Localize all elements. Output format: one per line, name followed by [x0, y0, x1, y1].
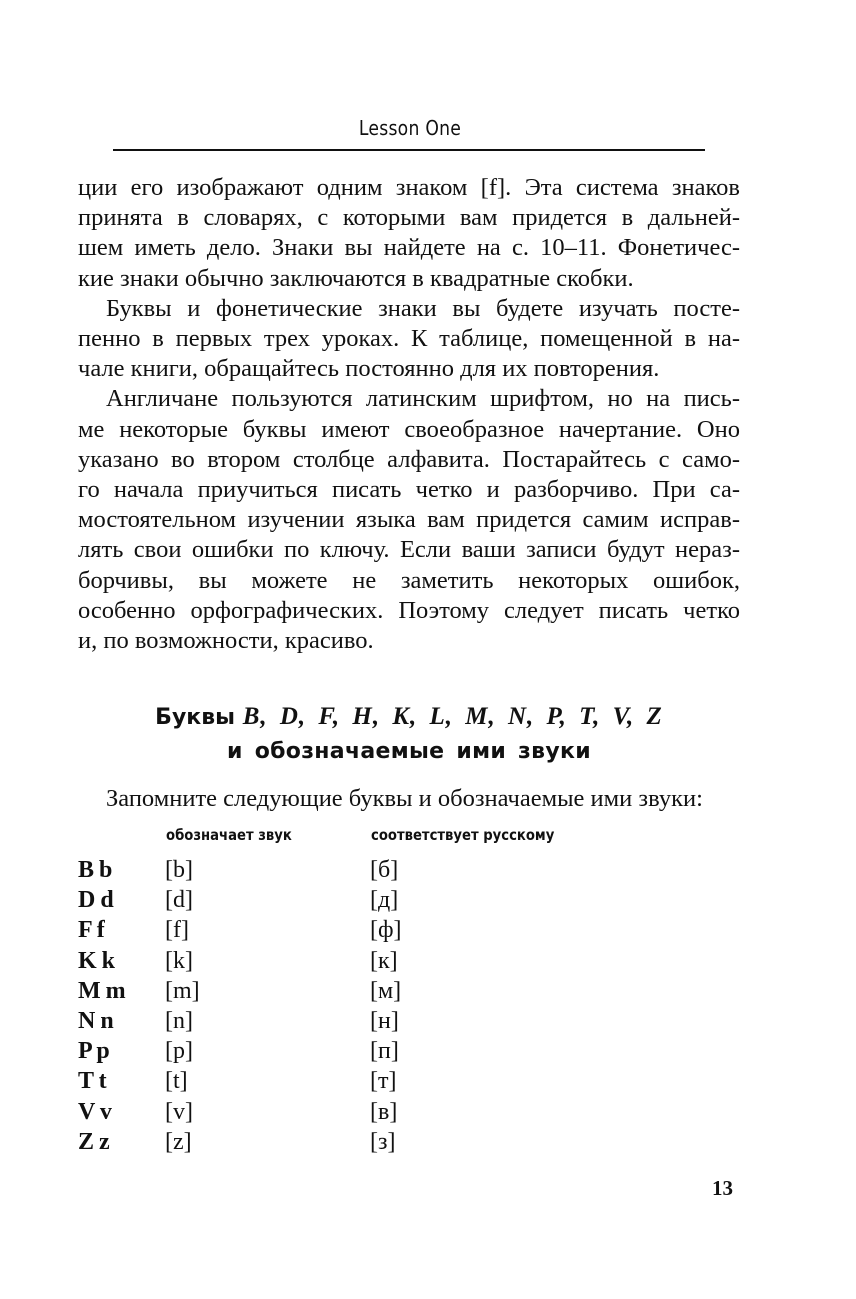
russian-cell: [м]	[370, 977, 402, 1004]
sound-cell: [k]	[165, 947, 193, 974]
russian-cell: [д]	[370, 887, 399, 914]
letter-cell: V v	[78, 1098, 112, 1125]
letter-cell: M m	[78, 977, 126, 1004]
russian-cell: [з]	[370, 1128, 396, 1155]
russian-cell: [т]	[370, 1068, 397, 1095]
table-row	[78, 1066, 578, 1096]
column-header-russian: соответствует русскому	[371, 826, 555, 844]
paragraph-line: принята в словарях, с которыми вам придется в дальней-	[78, 204, 740, 232]
letter-cell: N n	[78, 1007, 114, 1034]
paragraph-line: указано во втором столбце алфавита. Постарайтесь с само-	[78, 445, 740, 473]
letter-cell: D d	[78, 887, 114, 914]
paragraph-line: пенно в первых трех уроках. К таблице, помещенной в на-	[78, 325, 740, 353]
letter-cell: B b	[78, 857, 112, 883]
table-row	[78, 1006, 578, 1036]
table-row	[78, 915, 578, 945]
paragraph-line: ме некоторые буквы имеют своеобразное начертание. Оно	[78, 415, 740, 443]
paragraph-line: и, по возможности, красиво.	[78, 627, 374, 655]
sound-cell: [m]	[165, 977, 200, 1004]
paragraph-line: лять свои ошибки по ключу. Если ваши записи будут нераз-	[78, 536, 740, 564]
heading-line-2: и обозначаемые ими звуки	[227, 739, 591, 764]
heading-prefix: Буквы	[155, 705, 236, 730]
sound-cell: [p]	[165, 1038, 193, 1065]
paragraph	[78, 294, 740, 385]
letter-cell: Z z	[78, 1128, 110, 1155]
letters-table	[78, 855, 578, 1157]
table-row	[78, 885, 578, 915]
page-number: 13	[712, 1176, 733, 1200]
sound-cell: [z]	[165, 1128, 192, 1155]
column-header-sound: обозначает звук	[166, 826, 292, 844]
russian-cell: [ф]	[370, 917, 402, 944]
letter-cell: P p	[78, 1038, 110, 1065]
paragraph-line: Буквы и фонетические знаки вы будете изучать посте-	[106, 294, 740, 322]
paragraph-line: особенно орфографических. Поэтому следует писать четко	[78, 596, 740, 624]
paragraph	[78, 173, 740, 294]
paragraph-line: чале книги, обращайтесь постоянно для их повторения.	[78, 355, 660, 383]
sound-cell: [b]	[165, 857, 193, 883]
heading-letters: B, D, F, H, K, L, M, N, P, T, V, Z	[242, 703, 663, 730]
sound-cell: [f]	[165, 917, 189, 944]
russian-cell: [к]	[370, 947, 398, 974]
russian-cell: [н]	[370, 1007, 399, 1034]
letter-cell: F f	[78, 917, 105, 944]
sound-cell: [v]	[165, 1098, 193, 1125]
section-heading	[78, 700, 740, 769]
table-row	[78, 946, 578, 976]
table-row	[78, 1036, 578, 1066]
russian-cell: [в]	[370, 1098, 398, 1125]
letter-cell: K k	[78, 947, 115, 974]
table-row	[78, 976, 578, 1006]
table-row	[78, 855, 578, 885]
instruction-text: Запомните следующие буквы и обозначаемые ими звуки:	[106, 785, 703, 812]
header-rule	[113, 149, 705, 151]
paragraph-line: борчивы, вы можете не заметить некоторых ошибок,	[78, 566, 740, 594]
paragraph-line: кие знаки обычно заключаются в квадратные скобки.	[78, 264, 634, 292]
table-row	[78, 1127, 578, 1157]
russian-cell: [б]	[370, 857, 399, 883]
paragraph-line: Англичане пользуются латинским шрифтом, но на пись-	[106, 385, 740, 413]
sound-cell: [t]	[165, 1068, 188, 1095]
sound-cell: [d]	[165, 887, 193, 914]
running-title: Lesson One	[358, 116, 462, 140]
sound-cell: [n]	[165, 1007, 193, 1034]
body-text	[78, 173, 740, 656]
table-row	[78, 1097, 578, 1127]
paragraph-line: шем иметь дело. Знаки вы найдете на с. 10–11. Фонетичес-	[78, 234, 740, 262]
paragraph-line: мостоятельном изучении языка вам придется самим исправ-	[78, 506, 740, 534]
paragraph	[78, 384, 740, 656]
letter-cell: T t	[78, 1068, 107, 1095]
russian-cell: [п]	[370, 1038, 399, 1065]
paragraph-line: го начала приучиться писать четко и разборчиво. При са-	[78, 476, 740, 504]
paragraph-line: ции его изображают одним знаком [f]. Эта система знаков	[78, 174, 740, 201]
